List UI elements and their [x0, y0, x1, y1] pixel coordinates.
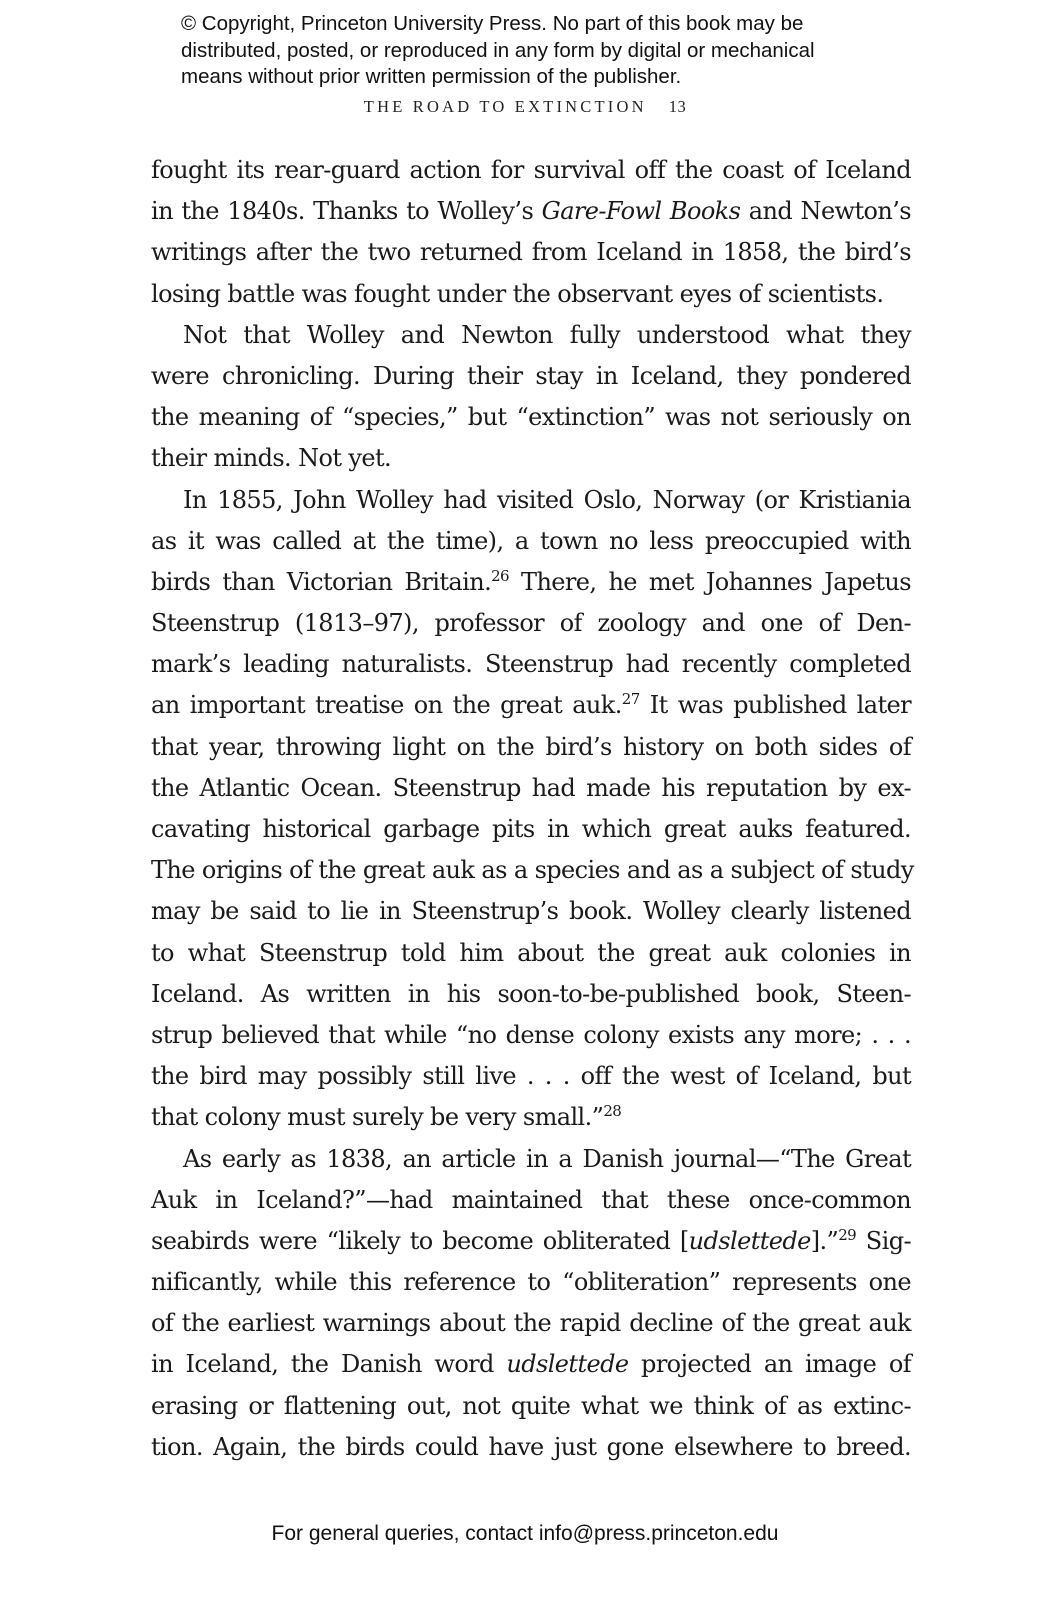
- text-run: projected an image of: [628, 1350, 911, 1379]
- text-run: in the 1840s. Thanks to Wolley’s: [151, 197, 542, 226]
- text-run: There, he met Johannes Japetus: [509, 567, 911, 596]
- text-line: [151, 521, 911, 562]
- text-run: Steenstrup (1813–97), professor of zoology and one of Den-: [151, 609, 911, 638]
- text-line: [151, 562, 911, 603]
- text-line: [151, 974, 911, 1015]
- page-number: 13: [668, 97, 687, 116]
- text-run: birds than Victorian Britain.: [151, 567, 492, 596]
- text-run: strup believed that while “no dense colony exists any more; . . .: [151, 1020, 911, 1049]
- copyright-notice: [181, 11, 901, 91]
- text-line: [151, 1386, 911, 1427]
- text-line: [151, 232, 911, 273]
- text-line: [151, 1139, 911, 1180]
- text-line: [151, 768, 911, 809]
- text-run: that year, throwing light on the bird’s history on both sides of: [151, 732, 911, 761]
- text-run: In 1855, John Wolley had visited Oslo, Norway (or Kristiania: [183, 485, 911, 514]
- text-line: [151, 603, 911, 644]
- body-text: [151, 150, 914, 1468]
- text-run: Iceland. As written in his soon-to-be-published book, Steen-: [151, 979, 911, 1008]
- text-run: As early as 1838, an article in a Danish journal—“The Great: [183, 1144, 911, 1173]
- text-run: The origins of the great auk as a species and as a subject of study: [151, 856, 914, 885]
- text-line: [151, 356, 911, 397]
- footnote-reference: 26: [491, 566, 509, 585]
- text-run: seabirds were “likely to become obliterated [: [151, 1226, 689, 1255]
- text-run: Not that Wolley and Newton fully understood what they: [183, 320, 911, 349]
- italic-text: udslettede: [506, 1350, 629, 1379]
- text-line: [151, 1221, 911, 1262]
- text-line: [151, 397, 911, 438]
- text-line: [151, 809, 911, 850]
- copyright-line: © Copyright, Princeton University Press. No part of this book may be: [181, 12, 804, 35]
- text-run: Sig-: [856, 1226, 911, 1255]
- italic-text: udslettede: [688, 1226, 811, 1255]
- text-run: were chronicling. During their stay in Iceland, they pondered: [151, 361, 911, 390]
- text-line: [151, 274, 911, 315]
- copyright-line: means without prior written permission of the publisher.: [181, 65, 682, 88]
- text-run: nificantly, while this reference to “obliteration” represents one: [151, 1268, 911, 1297]
- text-line: [151, 1056, 911, 1097]
- text-run: tion. Again, the birds could have just gone elsewhere to breed.: [151, 1432, 911, 1461]
- text-line: [151, 315, 911, 356]
- text-run: and Newton’s: [740, 197, 911, 226]
- text-run: erasing or flattening out, not quite what we think of as extinc-: [151, 1391, 911, 1420]
- text-line: [151, 850, 914, 891]
- running-head-title: THE ROAD TO EXTINCTION: [363, 97, 647, 116]
- text-line: [151, 191, 911, 232]
- text-line: [151, 933, 911, 974]
- text-line: [151, 891, 911, 932]
- text-run: writings after the two returned from Iceland in 1858, the bird’s: [151, 238, 911, 267]
- text-line: [151, 480, 911, 521]
- text-line: [151, 150, 911, 191]
- text-run: their minds. Not yet.: [151, 444, 392, 473]
- text-run: fought its rear-guard action for survival off the coast of Iceland: [151, 156, 911, 184]
- text-run: may be said to lie in Steenstrup’s book. Wolley clearly listened: [151, 897, 911, 926]
- text-run: an important treatise on the great auk.: [151, 691, 622, 720]
- footnote-reference: 29: [838, 1225, 857, 1244]
- text-line: [151, 1427, 911, 1468]
- footnote-reference: 27: [621, 690, 640, 709]
- text-run: of the earliest warnings about the rapid decline of the great auk: [151, 1309, 911, 1338]
- text-run: the bird may possibly still live . . . off the west of Iceland, but: [151, 1062, 911, 1091]
- text-run: the Atlantic Ocean. Steenstrup had made his reputation by ex-: [151, 773, 911, 802]
- text-run: losing battle was fought under the observant eyes of scientists.: [151, 279, 884, 308]
- text-run: ].”: [810, 1226, 839, 1255]
- text-line: [151, 1097, 911, 1138]
- text-run: as it was called at the time), a town no less preoccupied with: [151, 526, 911, 555]
- text-line: [151, 1015, 911, 1056]
- text-run: the meaning of “species,” but “extinction” was not seriously on: [151, 403, 911, 432]
- text-line: [151, 1180, 911, 1221]
- running-head: [0, 97, 1050, 117]
- text-run: to what Steenstrup told him about the great auk colonies in: [151, 938, 911, 967]
- text-run: It was published later: [639, 691, 911, 720]
- text-line: [151, 727, 911, 768]
- text-line: [151, 1303, 911, 1344]
- text-run: cavating historical garbage pits in which great auks featured.: [151, 815, 911, 843]
- footer-contact: For general queries, contact info@press.princeton.edu: [271, 1522, 779, 1545]
- text-run: mark’s leading naturalists. Steenstrup had recently completed: [151, 650, 911, 679]
- text-run: Auk in Iceland?”—had maintained that these once-common: [151, 1185, 911, 1214]
- text-run: that colony must surely be very small.”: [151, 1103, 604, 1132]
- text-line: [151, 644, 911, 685]
- text-line: [151, 438, 911, 479]
- footnote-reference: 28: [603, 1102, 622, 1121]
- text-run: in Iceland, the Danish word: [151, 1350, 507, 1379]
- text-line: [151, 685, 911, 726]
- text-line: [151, 1344, 911, 1385]
- copyright-line: distributed, posted, or reproduced in any form by digital or mechanical: [181, 38, 815, 62]
- italic-text: Gare-Fowl Books: [541, 197, 741, 226]
- text-line: [151, 1262, 911, 1303]
